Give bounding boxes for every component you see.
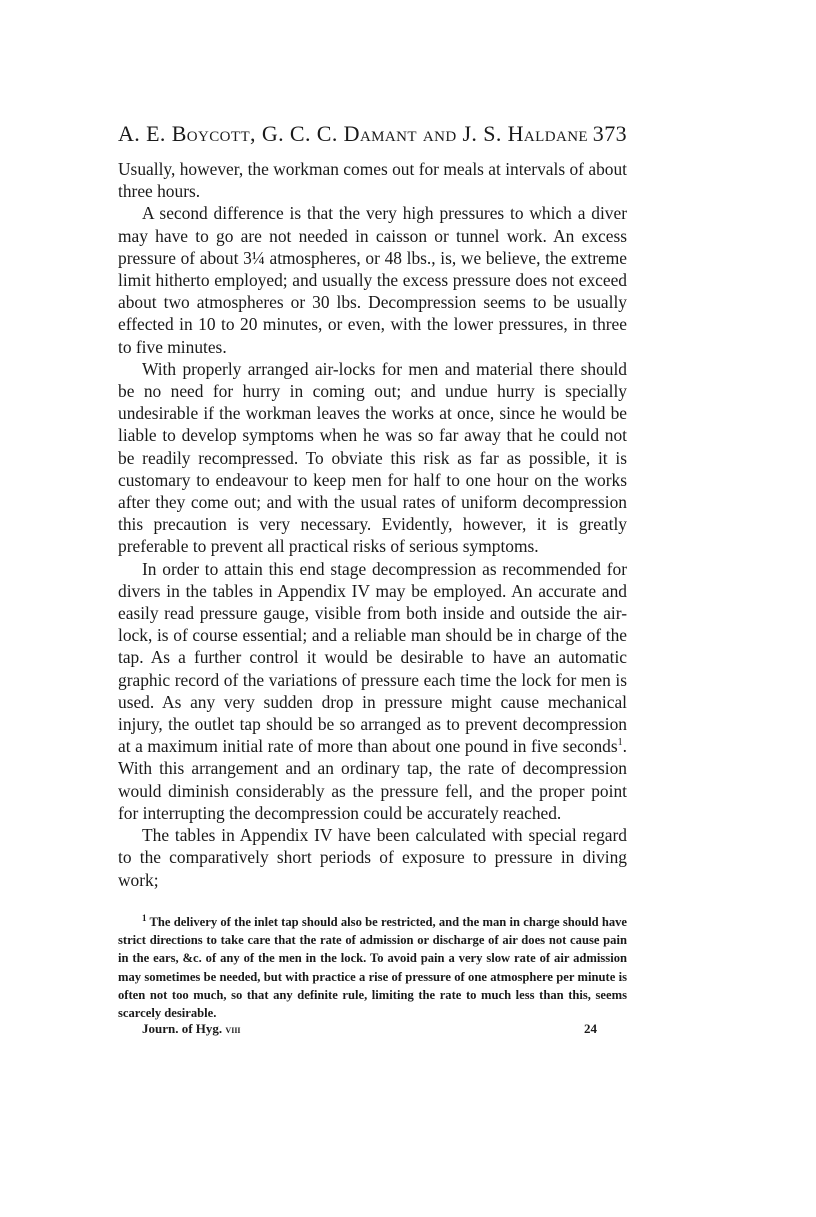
paragraph-continuation: Usually, however, the workman comes out for meals at intervals of about three hours. [118,159,627,202]
paragraph-air-locks: With properly arranged air-locks for men and material there should be no need for hurry in coming out; and undue hurry is specially undesirable if the workman leaves the works at once, since he would be liable to develop symptoms when he was so far away that he could not be readily recompressed. To obviate this risk as far as possible, it is customary to endeavour to keep men for half to one hour on the works after they come out; and with the usual rates of uniform decompression this precaution is very necessary. Evidently, however, it is greatly preferable to prevent all practical risks of serious symptoms. [118,358,627,557]
journal-volume: viii [225,1024,241,1036]
footnote-reference: 1 [617,737,623,749]
running-head [118,117,627,151]
paragraph-pressure-difference: A second difference is that the very high pressures to which a diver may have to go are not needed in caisson or tunnel work. An excess pressure of about 3¼ atmospheres, or 48 lbs., is, we believe, the extreme limit hitherto employed; and usually the excess pressure does not exceed about two atmospheres or 30 lbs. Decompression seems to be usually effected in 10 to 20 minutes, or even, with the lower pressures, in three to five minutes. [118,203,627,357]
running-head-authors: A. E. Boycott, G. C. C. Damant and J. S. Haldane [118,121,588,146]
paragraph-stage-decompression [118,558,627,824]
paragraph-text-part: . With this arrangement and an ordinary tap, the rate of decompression would diminish considerably as the pressure fell, and the proper point for interrupting the decompression could be accurately reached. [118,736,627,823]
page-foot [118,1019,627,1039]
journal-line [142,1019,241,1040]
journal-name: Journ. of Hyg. [142,1021,223,1036]
signature-mark: 24 [584,1021,597,1036]
footnotes [118,913,627,1022]
footnote [118,913,627,1022]
paragraph-text-part: In order to attain this end stage decompression as recommended for divers in the tables in Appendix IV may be employed. An accurate and easily read pressure gauge, visible from both inside and outside the air-lock, is of course essential; and a reliable man should be in charge of the tap. As a further control it would be desirable to have an automatic graphic record of the variations of pressure each time the lock for men is used. As any very sudden drop in pressure might cause mechanical injury, the outlet tap should be so arranged as to prevent decompression at a maximum initial rate of more than about one pound in five seconds [118,558,627,757]
footnote-text: The delivery of the inlet tap should also be restricted, and the man in charge should have strict directions to take care that the rate of admission or discharge of air does not cause pain in the ears, &c. of any of the men in the lock. To avoid pain a very slow rate of air admission may sometimes be needed, but with practice a rise of pressure of one atmosphere per minute is often not too much, so that any definite rule, limiting the rate to much less than this, seems scarcely desirable. [118,915,628,1021]
footnote-marker: 1 [142,912,147,923]
page-number: 373 [592,121,627,146]
body-text [118,158,627,891]
paragraph-appendix-tables: The tables in Appendix IV have been calculated with special regard to the comparatively short periods of exposure to pressure in diving work; [118,825,627,890]
